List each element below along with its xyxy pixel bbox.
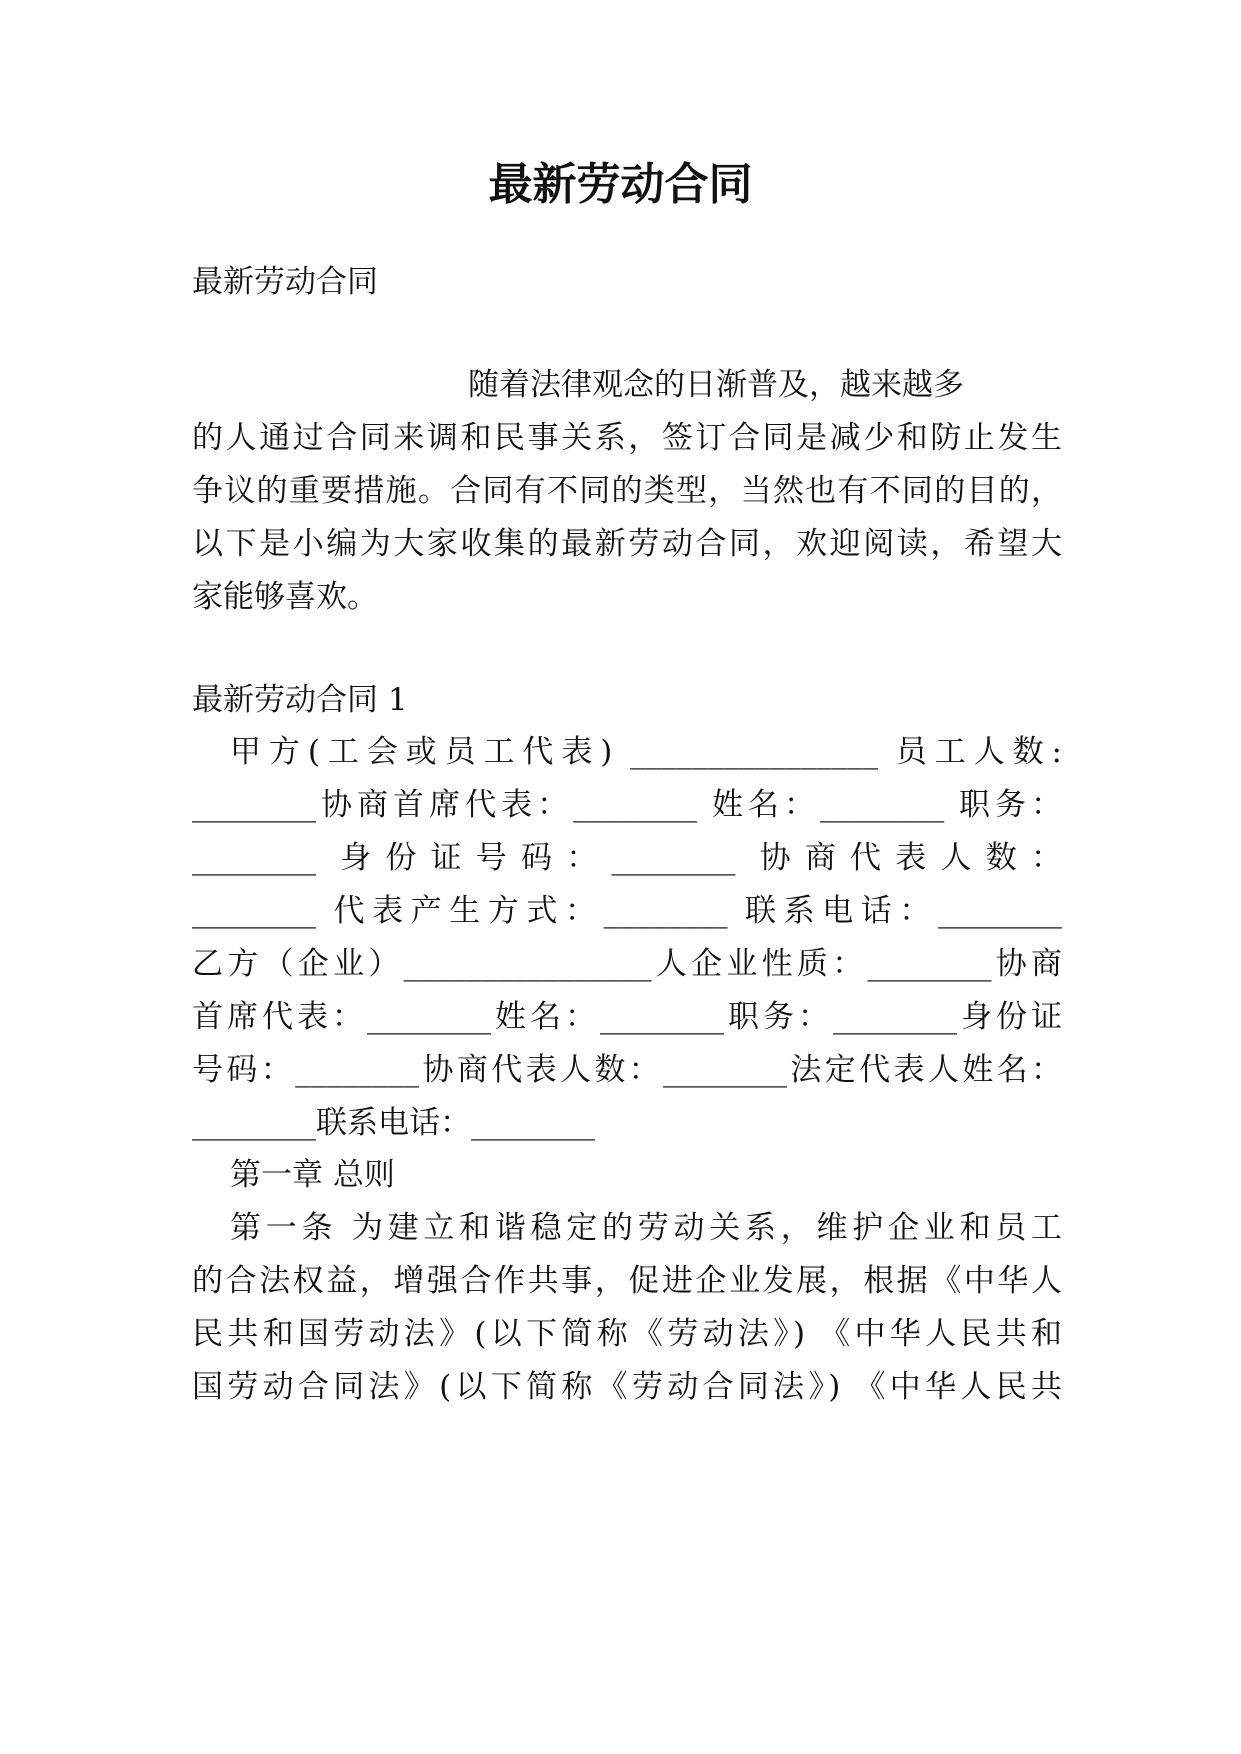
party-line-5: 乙方（企业）________________人企业性质：________协商 [192, 946, 1062, 982]
article-line-2: 的合法权益，增强合作共事，促进企业发展，根据《中华人 [192, 1263, 1062, 1299]
intro-line-1: 随着法律观念的日渐普及，越来越多 [468, 367, 964, 403]
document-subtitle: 最新劳动合同 [192, 264, 378, 300]
intro-line-2: 的人通过合同来调和民事关系，签订合同是减少和防止发生 [192, 420, 1062, 456]
party-line-2: ________协商首席代表：________ 姓名：________ 职务： [192, 787, 1062, 823]
intro-line-4: 以下是小编为大家收集的最新劳动合同，欢迎阅读，希望大 [192, 526, 1062, 562]
party-line-7: 号码：________协商代表人数：________法定代表人姓名： [192, 1052, 1062, 1088]
article-line-3: 民共和国劳动法》(以下简称《劳动法》) 《中华人民共和 [192, 1316, 1062, 1352]
party-line-3: ________ 身份证号码：________ 协商代表人数： [192, 840, 1062, 876]
party-line-4: ________ 代表产生方式：________ 联系电话：________ [192, 893, 1062, 929]
section-heading: 最新劳动合同 1 [192, 682, 408, 718]
party-line-1: 甲方(工会或员工代表) ________________ 员工人数: [230, 734, 1062, 770]
chapter-title: 第一章 总则 [230, 1157, 395, 1193]
article-line-4: 国劳动合同法》(以下简称《劳动合同法》) 《中华人民共 [192, 1369, 1062, 1405]
party-line-8: ________联系电话：________ [192, 1105, 595, 1141]
intro-line-3: 争议的重要措施。合同有不同的类型，当然也有不同的目的， [192, 473, 1062, 509]
intro-line-5: 家能够喜欢。 [192, 579, 378, 615]
document-title: 最新劳动合同 [488, 159, 753, 210]
party-line-6: 首席代表：________姓名：________职务：________身份证 [192, 999, 1062, 1035]
article-line-1: 第一条 为建立和谐稳定的劳动关系，维护企业和员工 [230, 1210, 1062, 1246]
